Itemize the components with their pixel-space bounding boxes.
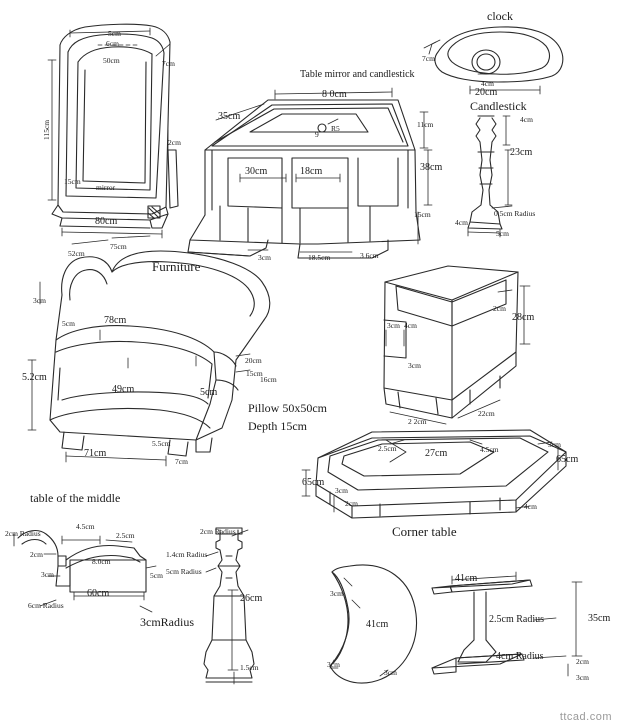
label-ct_3cm: 3cm [548, 440, 561, 449]
label-t_11cm: 11cm [417, 120, 434, 129]
label-b_28cm: 28cm [512, 312, 535, 323]
label-f_3cm: 3cm [33, 296, 46, 305]
label-k_23cm: 23cm [510, 147, 533, 158]
label-c_20cm: 20cm [475, 87, 498, 98]
label-t_title: Table mirror and candlestick [300, 69, 415, 80]
label-k_4cm2: 4cm [455, 218, 468, 227]
label-b_4cm: 4cm [404, 321, 417, 330]
label-f_pillow: Pillow 50x50cm [248, 401, 328, 415]
label-pt_2cm: 2cm [576, 657, 589, 666]
label-m_mirror: mirror [96, 183, 116, 192]
label-t_30cm: 30cm [245, 166, 268, 177]
label-tl_26cm: 26cm [240, 593, 263, 604]
label-tm_25cm: 2.5cm [116, 531, 135, 540]
label-m_115cm: 115cm [42, 119, 51, 140]
label-ct_2cm: 2cm [345, 499, 358, 508]
label-f_71cm: 71cm [84, 448, 107, 459]
label-t_15cm: 15cm [414, 210, 431, 219]
label-tm_60cm: 60cm [87, 588, 110, 599]
label-t_35cm: 35cm [218, 111, 241, 122]
label-f_49cm: 49cm [112, 384, 135, 395]
label-b_22cm_r: 22cm [478, 409, 495, 418]
label-tm_title: table of the middle [30, 491, 121, 505]
label-f_depth: Depth 15cm [248, 419, 307, 433]
label-f_52cm: 52cm [68, 249, 85, 258]
label-t_36cm: 3 6cm [360, 251, 379, 260]
label-f_7cm: 7cm [175, 457, 188, 466]
label-f_5cm: 5cm [62, 319, 75, 328]
label-tm_5cm: 5cm [150, 571, 163, 580]
label-m_5cm: 5cm [108, 29, 121, 38]
label-tl_5cm_rad: 5cm Radius [166, 567, 202, 576]
label-k_4cm: 4cm [520, 115, 533, 124]
label-tl_2cm_rad: 2cm Radius [200, 527, 236, 536]
label-tl_15cm: 1.5cm [240, 663, 259, 672]
label-fs_3cm_b: 3cm [327, 660, 340, 669]
label-tm_2cm: 2cm [30, 550, 43, 559]
label-t_3cm: 3cm [258, 253, 271, 262]
label-k_title: Candlestick [470, 99, 527, 113]
label-c_7cm: 7cm [422, 54, 435, 63]
label-t_9: 9 [315, 130, 319, 139]
label-t_R5: R5 [331, 124, 340, 133]
label-b_2cm: 2cm [493, 304, 506, 313]
label-pt_3cm: 3cm [576, 673, 589, 682]
label-b_22cm: 2 2cm [408, 417, 427, 426]
label-tl_14cm_rad: 1.4cm Radius [166, 550, 208, 559]
label-ct_45cm: 4.5cm [480, 445, 499, 454]
label-k_05: 0.5cm Radius [494, 209, 536, 218]
label-f_78cm: 78cm [104, 315, 127, 326]
label-f_title: Furniture [152, 259, 201, 274]
label-t_185cm: 18.5cm [308, 253, 331, 262]
label-tm_2cm_rad: 2cm Radius [5, 529, 41, 538]
label-f_16cm: 16cm [260, 375, 277, 384]
label-pt_41cm: 41cm [455, 573, 478, 584]
label-f_52cm_side: 5.2cm [22, 372, 47, 383]
label-m_6cm: 6cm [106, 39, 119, 48]
label-fs_3cm: 3cm [330, 589, 343, 598]
label-ct_4cm: 4cm [524, 502, 537, 511]
label-m_15cm: 15cm [64, 177, 81, 186]
label-m_7cm: 7cm [162, 59, 175, 68]
label-tm_45cm: 4.5cm [76, 522, 95, 531]
watermark: ttcad.com [559, 711, 612, 723]
label-m_80cm: 80cm [95, 216, 118, 227]
label-b_3cm: 3cm [387, 321, 400, 330]
label-fs_3cm_c: 3cm [384, 668, 397, 677]
label-k_5cm: 5cm [496, 229, 509, 238]
label-tm_3cm: 3cm [41, 570, 54, 579]
label-t_18cm: 18cm [300, 166, 323, 177]
label-ct_65cm: 65cm [556, 454, 579, 465]
label-fs_41cm: 41cm [366, 619, 389, 630]
label-pt_35cm: 35cm [588, 613, 611, 624]
label-ct_3cm_b: 3cm [335, 486, 348, 495]
label-f_20cm: 20cm [245, 356, 262, 365]
label-f_5cm_b: 5cm [200, 387, 218, 398]
label-ct_25cm: 2.5cm [378, 444, 397, 453]
label-tm_3cm_rad: 3cmRadius [140, 615, 194, 629]
label-tm_8cm: 8.0cm [92, 557, 111, 566]
label-tm_6cm_rad: 6cm Radius [28, 601, 64, 610]
label-m_50cm: 50cm [103, 56, 120, 65]
label-ct_title: Corner table [392, 524, 457, 539]
label-m_2cm: 2cm [168, 138, 181, 147]
label-pt_4cm_rad: 4cm Radius [496, 651, 544, 662]
label-pt_25cm_rad: 2.5cm Radius [489, 614, 544, 625]
label-ct_65cm_l: 65cm [302, 477, 325, 488]
label-f_75cm: 75cm [110, 242, 127, 251]
label-b_3cm_b: 3cm [408, 361, 421, 370]
label-t_80cm: 8 0cm [322, 89, 347, 100]
label-ct_27cm: 27cm [425, 448, 448, 459]
label-c_4cm: 4cm [481, 79, 494, 88]
label-t_38cm: 38cm [420, 162, 443, 173]
label-c_title: clock [487, 9, 513, 23]
label-f_15cm: 15cm [246, 369, 263, 378]
label-f_55cm: 5.5cm [152, 439, 171, 448]
